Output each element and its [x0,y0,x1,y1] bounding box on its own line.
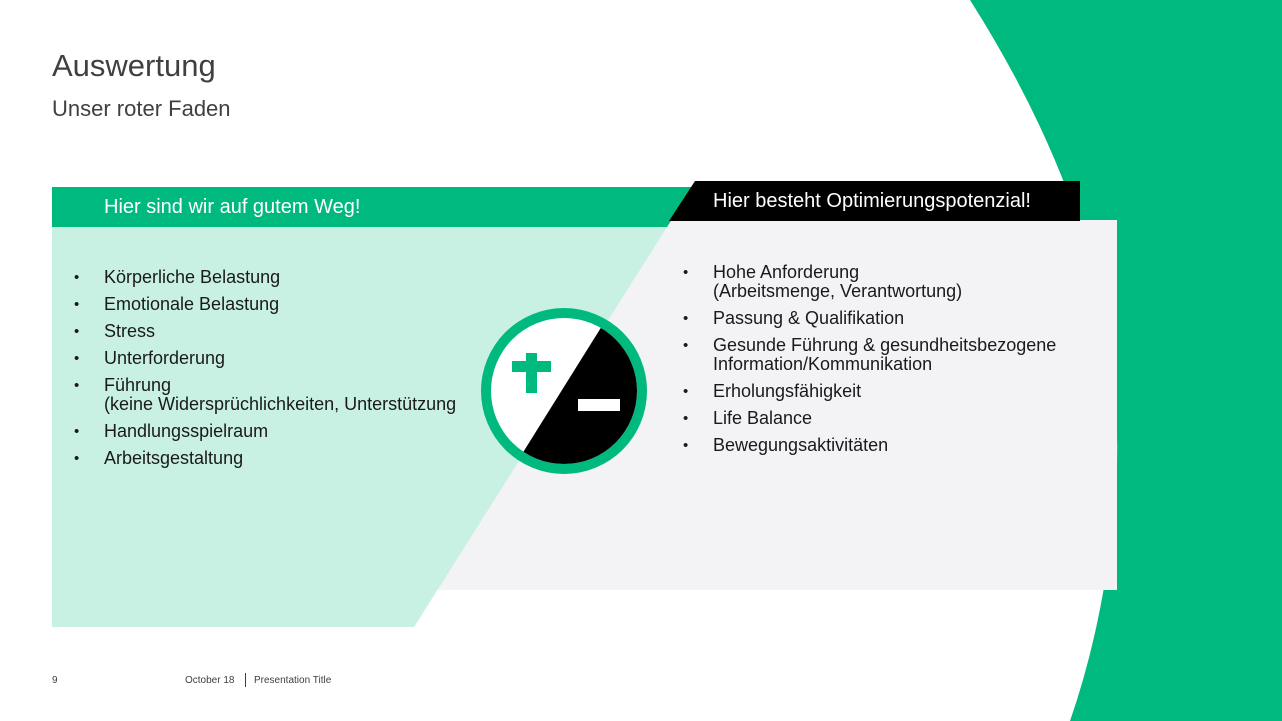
list-item: • Hohe Anforderung (Arbeitsmenge, Verantwortung) [683,263,1056,301]
left-panel-header: Hier sind wir auf gutem Weg! [104,196,361,218]
plus-minus-icon [481,308,648,474]
page-number: 9 [52,675,58,686]
right-bullet-list [683,263,1056,463]
list-item: • Passung & Qualifikation [683,309,1056,328]
slide-title: Auswertung [52,48,216,83]
list-item: • Gesunde Führung & gesundheitsbezogene Information/Kommunikation [683,336,1056,374]
list-item: • Handlungsspielraum [74,422,456,441]
list-item: • Arbeitsgestaltung [74,449,456,468]
right-panel-header: Hier besteht Optimierungspotenzial! [713,190,1031,212]
left-bullet-list [74,268,456,476]
footer-date: October 18 [185,675,235,686]
list-item: • Unterforderung [74,349,456,368]
list-item: • Erholungsfähigkeit [683,382,1056,401]
list-item: • Körperliche Belastung [74,268,456,287]
footer-divider [245,673,246,687]
list-item: • Führung (keine Widersprüchlichkeiten, Unterstützung [74,376,456,414]
list-item: • Bewegungsaktivitäten [683,436,1056,455]
footer-presentation-title: Presentation Title [254,675,332,686]
list-item: • Emotionale Belastung [74,295,456,314]
slide-subtitle: Unser roter Faden [52,96,231,121]
list-item: • Stress [74,322,456,341]
list-item: • Life Balance [683,409,1056,428]
